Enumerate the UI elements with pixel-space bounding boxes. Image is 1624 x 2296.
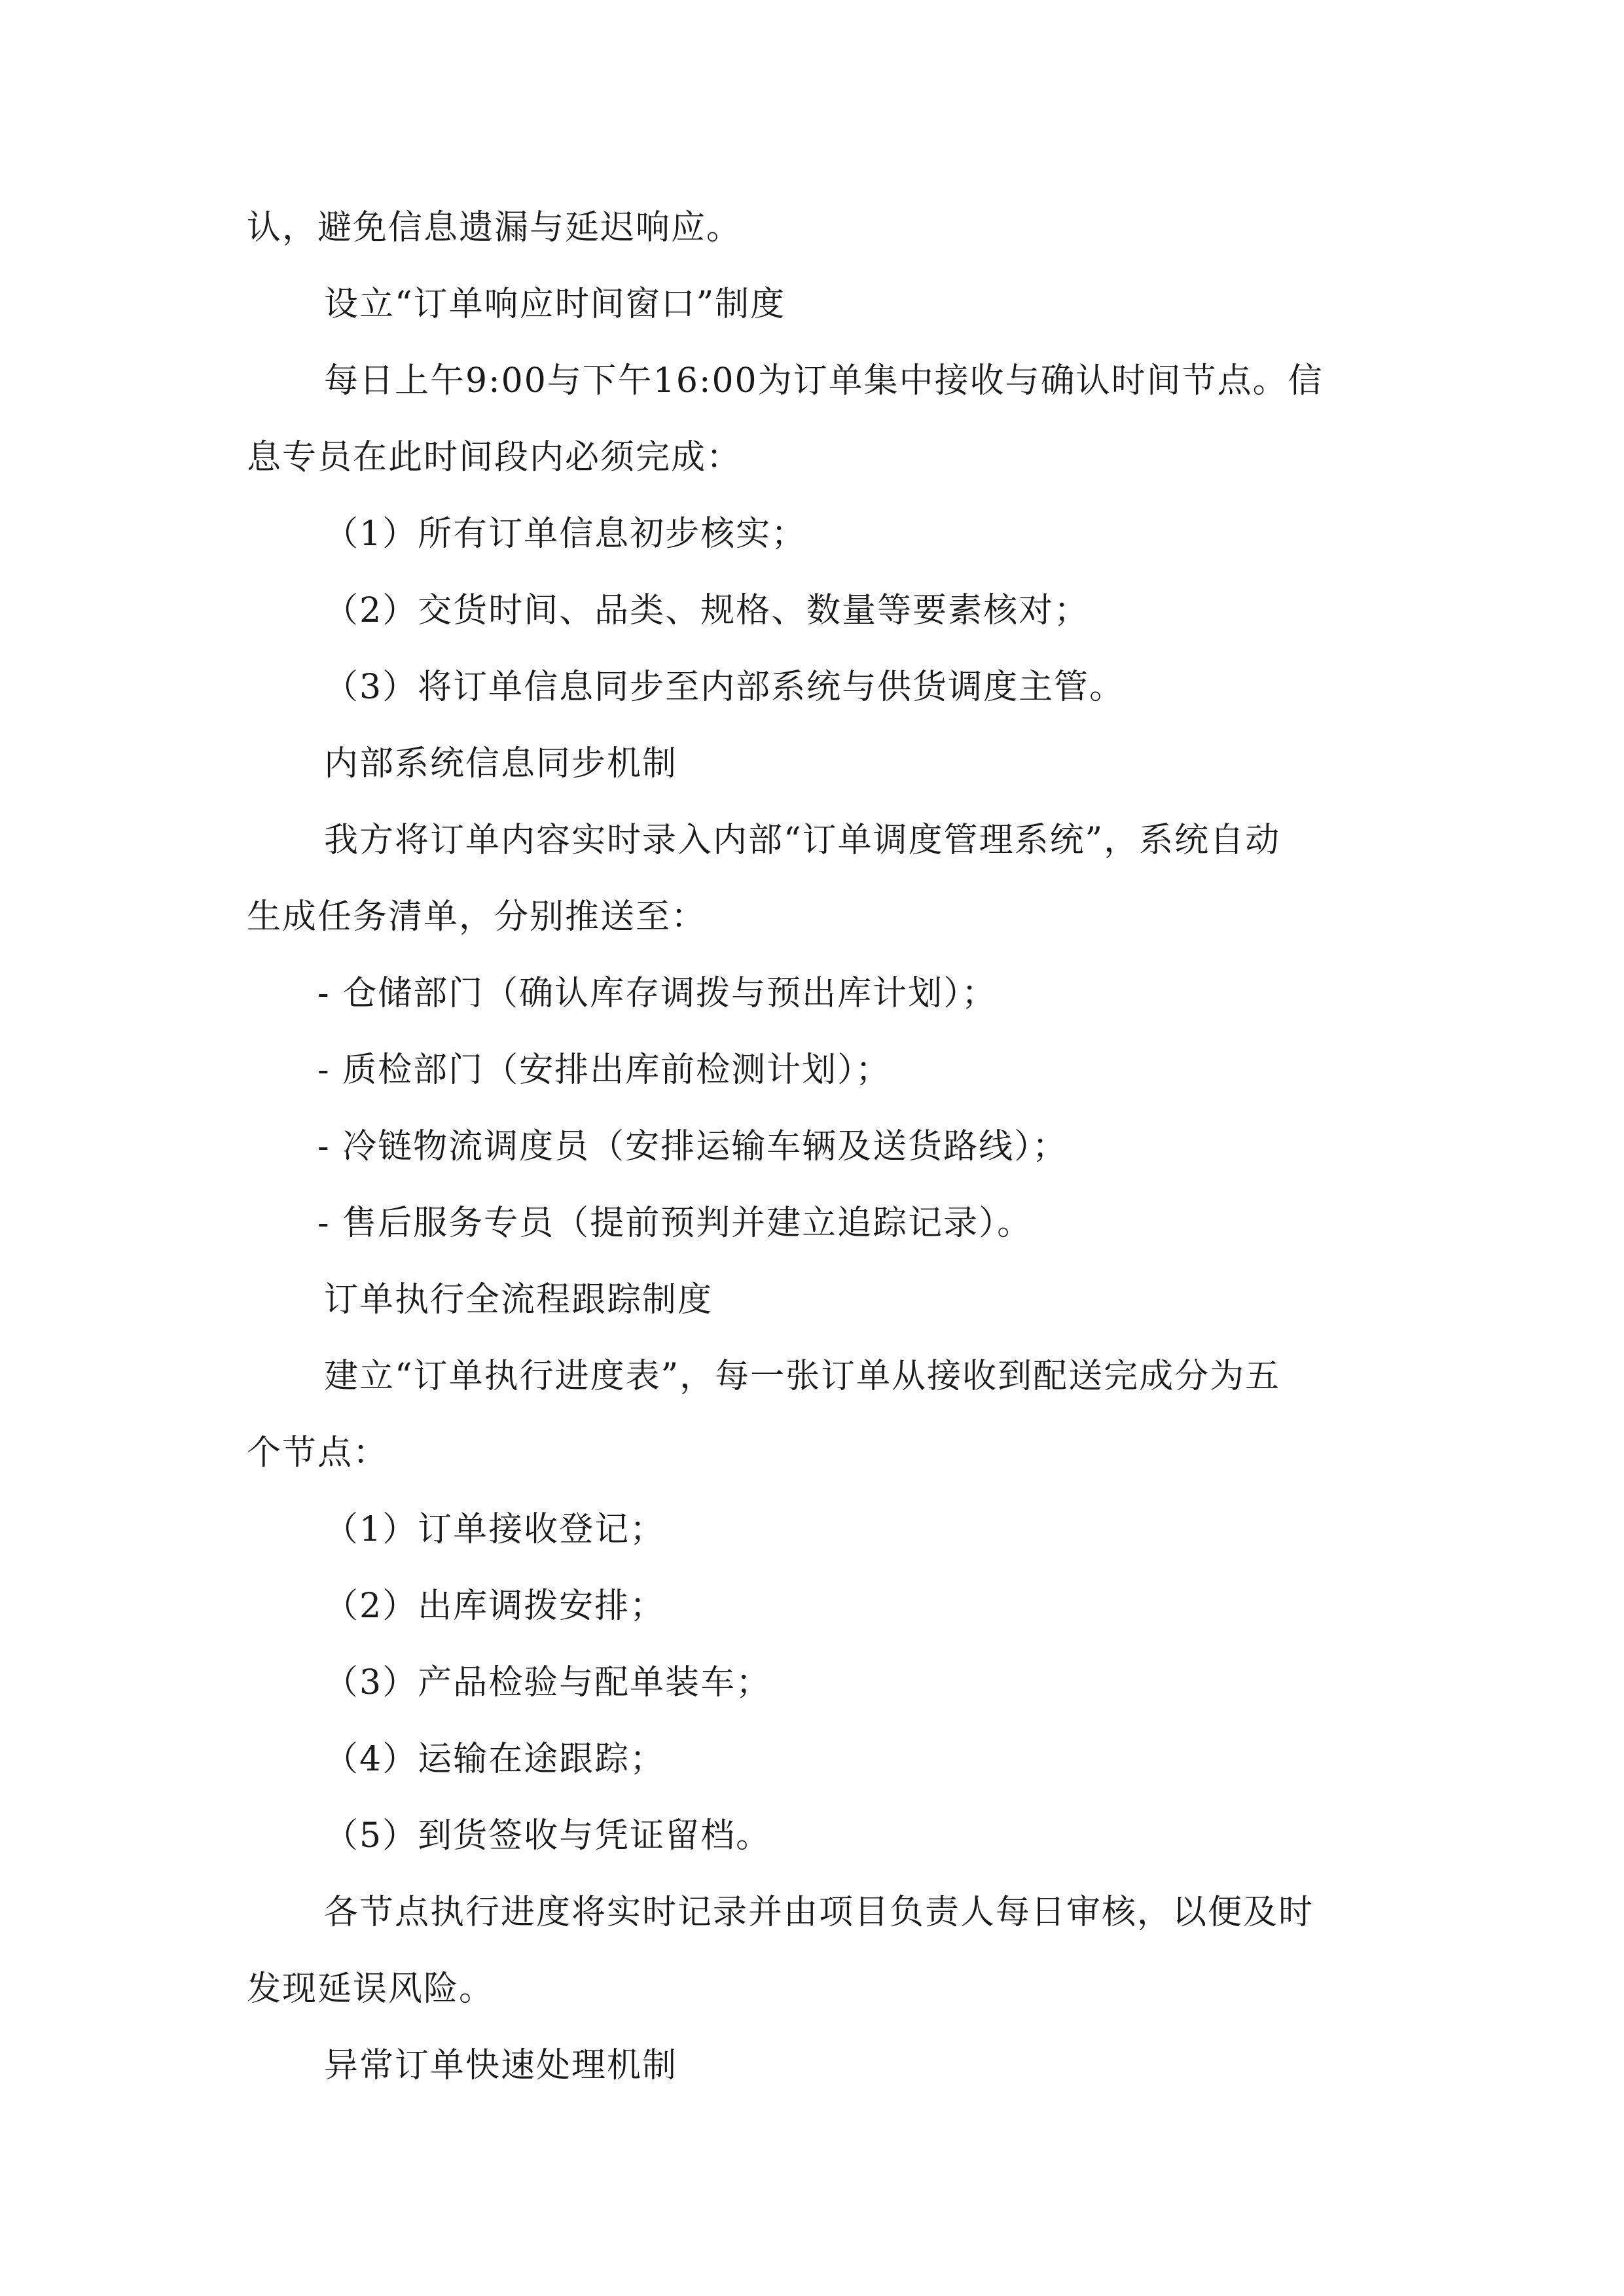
section-heading-tracking: 订单执行全流程跟踪制度 — [324, 1280, 713, 1319]
body-line: 生成任务清单，分别推送至： — [247, 897, 707, 937]
list-item: （1）所有订单信息初步核实； — [324, 514, 807, 554]
dash-list-item: - 售后服务专员（提前预判并建立追踪记录）。 — [317, 1204, 1033, 1243]
body-line: 各节点执行进度将实时记录并由项目负责人每日审核，以便及时 — [324, 1893, 1314, 1932]
body-line: 建立“订单执行进度表”，每一张订单从接收到配送完成分为五 — [324, 1357, 1281, 1396]
section-heading-response-window: 设立“订单响应时间窗口”制度 — [324, 285, 786, 324]
body-line: 认，避免信息遗漏与延迟响应。 — [247, 208, 742, 247]
body-line: 个节点： — [247, 1433, 389, 1473]
body-line: 发现延误风险。 — [247, 1969, 495, 2009]
list-item: （2）出库调拨安排； — [324, 1587, 666, 1626]
list-item: （3）将订单信息同步至内部系统与供货调度主管。 — [324, 668, 1125, 707]
body-line: 息专员在此时间段内必须完成： — [247, 438, 742, 477]
list-item: （3）产品检验与配单装车； — [324, 1663, 772, 1702]
list-item: （4）运输在途跟踪； — [324, 1740, 666, 1779]
section-heading-system-sync: 内部系统信息同步机制 — [324, 744, 678, 783]
dash-list-item: - 仓储部门（确认库存调拨与预出库计划）； — [317, 974, 998, 1013]
body-line: 我方将订单内容实时录入内部“订单调度管理系统”，系统自动 — [324, 821, 1281, 860]
list-item: （2）交货时间、品类、规格、数量等要素核对； — [324, 591, 1090, 630]
list-item: （1）订单接收登记； — [324, 1510, 666, 1549]
dash-list-item: - 质检部门（安排出库前检测计划）； — [317, 1050, 892, 1090]
section-heading-exception-handling: 异常订单快速处理机制 — [324, 2046, 678, 2085]
body-line: 每日上午9:00与下午16:00为订单集中接收与确认时间节点。信 — [324, 361, 1324, 401]
list-item: （5）到货签收与凭证留档。 — [324, 1816, 772, 1856]
dash-list-item: - 冷链物流调度员（安排运输车辆及送货路线）； — [317, 1127, 1068, 1166]
document-body — [247, 190, 1377, 2104]
